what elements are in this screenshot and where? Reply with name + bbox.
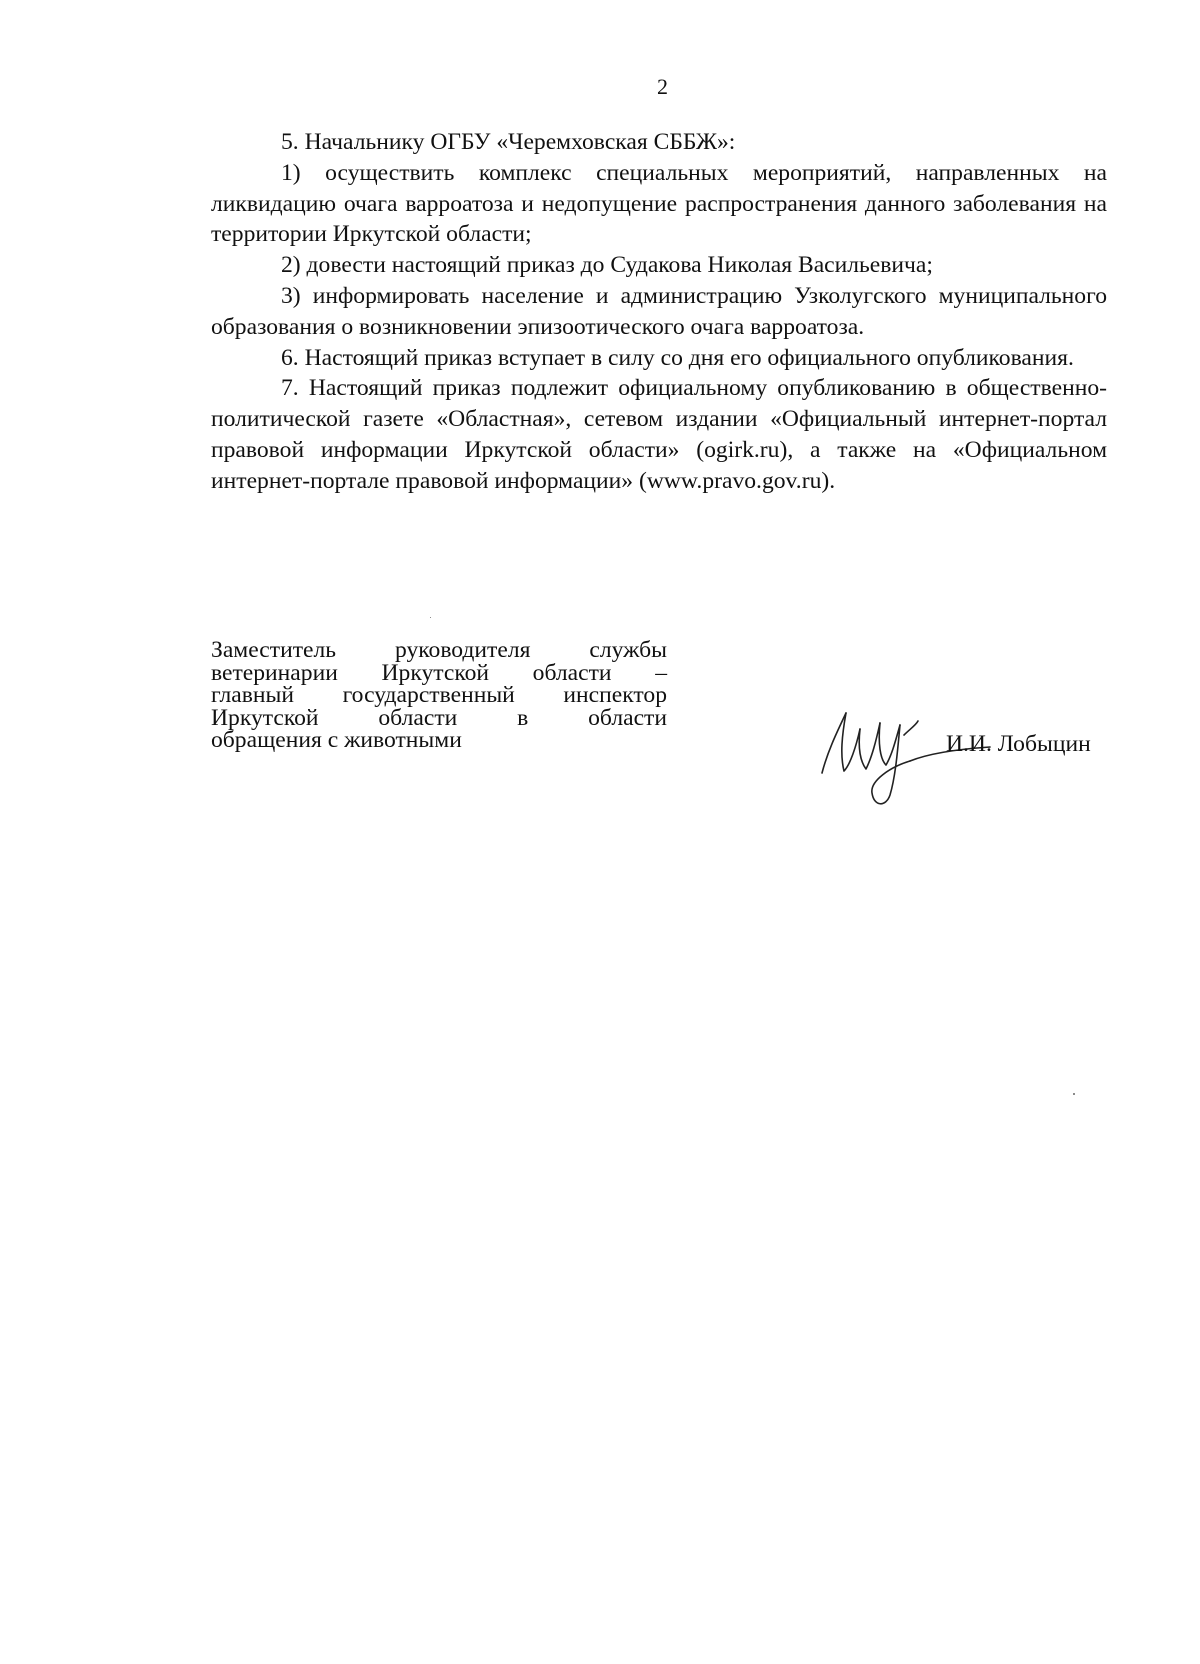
signatory-title-line: ветеринарии Иркутской области – <box>211 659 667 686</box>
signatory-title-line: обращения с животными <box>211 727 462 753</box>
scan-artifact <box>1073 1093 1075 1095</box>
signatory-name: И.И. Лобыцин <box>946 731 1091 757</box>
paragraph-subitem-1: 1) осуществить комплекс специальных мероприятий, направленных на ликвидацию очага варроатоза и недопущение распространения данного заболевания на территории Иркутской области; <box>211 159 1107 248</box>
paragraph-item-5: 5. Начальнику ОГБУ «Черемховская СББЖ»: <box>281 129 736 155</box>
paragraph-subitem-3: 3) информировать население и администрацию Узколугского муниципального образования о возникновении эпизоотического очага варроатоза. <box>211 282 1107 340</box>
paragraph-item-7: 7. Настоящий приказ подлежит официальному опубликованию в общественно-политической газете «Областная», сетевом издании «Официальный интернет-портал правовой информации Иркутской области» (ogirk.ru), а также на «Официальном интернет-портале правовой информации» (www.pravo.gov.ru). <box>211 375 1107 494</box>
signatory-title <box>211 639 667 752</box>
signatory-title-line: главный государственный инспектор <box>211 682 667 708</box>
document-body <box>211 127 1107 497</box>
signatory-title-line: Иркутской области в области <box>211 704 667 731</box>
paragraph-item-6: 6. Настоящий приказ вступает в силу со дня его официального опубликования. <box>281 344 1074 371</box>
signatory-title-line: Заместитель руководителя службы <box>211 637 667 663</box>
scan-artifact <box>430 617 431 618</box>
paragraph-subitem-2: 2) довести настоящий приказ до Судакова Николая Васильевича; <box>281 252 933 279</box>
page-number: 2 <box>657 74 668 99</box>
